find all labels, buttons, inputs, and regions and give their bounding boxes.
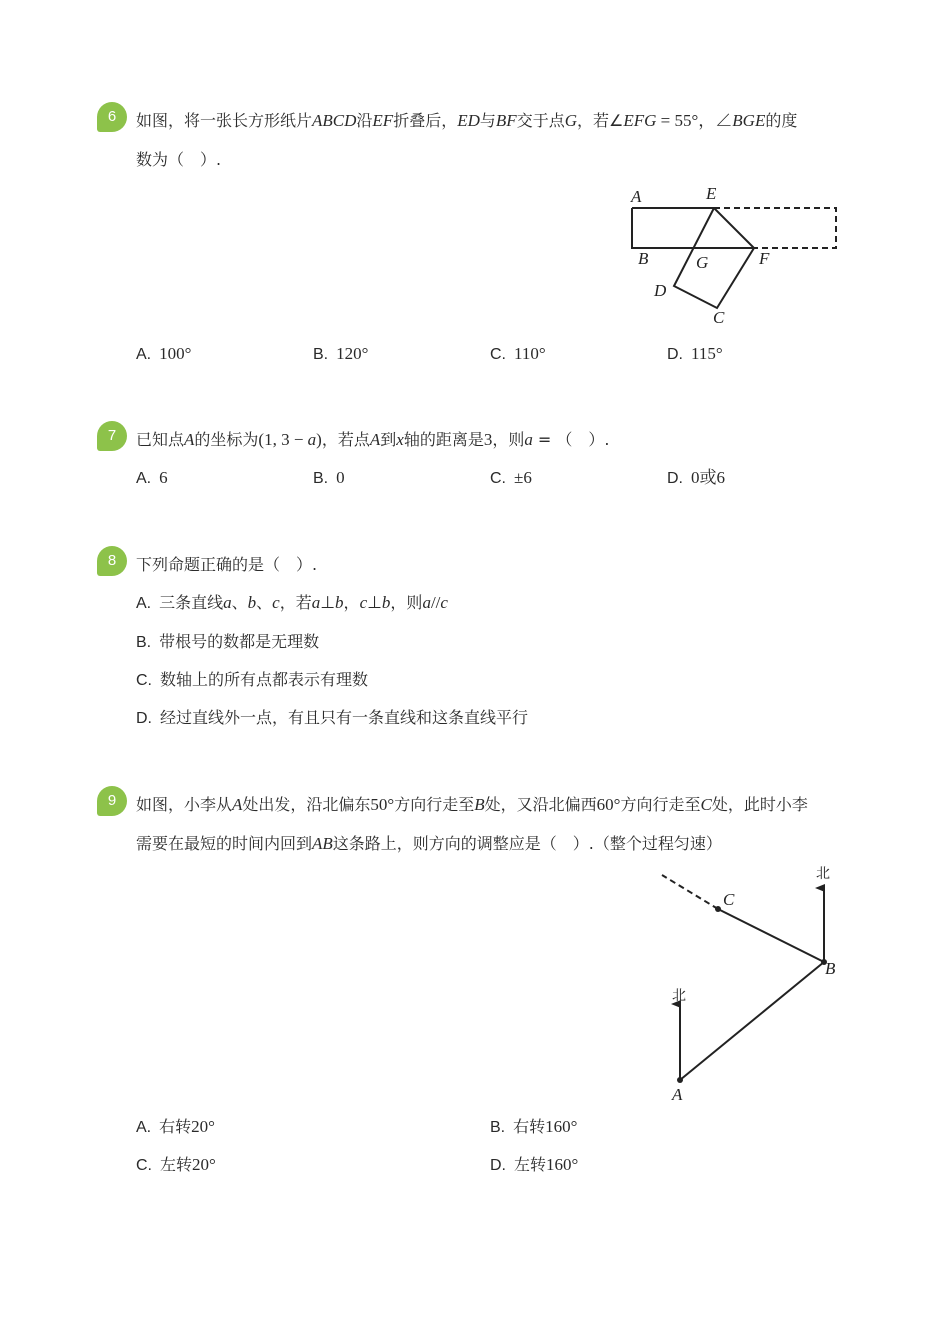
label-B: B — [638, 249, 649, 268]
label-B: B — [825, 959, 836, 978]
q6-option-a[interactable]: A. 100° — [136, 344, 192, 363]
label-A: A — [631, 187, 642, 206]
q9-option-d[interactable]: D. 左转160° — [490, 1155, 579, 1174]
q6-option-c[interactable]: C. 110° — [490, 344, 546, 363]
q8-option-a[interactable]: A. 三条直线a、b、c，若a⊥b，c⊥b，则a//c — [136, 593, 448, 612]
question-9-text-line2: 需要在最短的时间内回到AB这条路上，则方向的调整应是（ ）.（整个过程匀速） — [136, 834, 722, 853]
question-6-badge: 6 — [97, 102, 127, 132]
q7-option-c[interactable]: C. ±6 — [490, 468, 532, 487]
question-8-badge: 8 — [97, 546, 127, 576]
question-7-text: 已知点A的坐标为(1, 3 − a)，若点A到x轴的距离是3，则a = （ ）. — [136, 430, 610, 449]
q7-option-d[interactable]: D. 0或6 — [667, 468, 725, 487]
q9-option-a[interactable]: A. 右转20° — [136, 1117, 215, 1136]
north-label-b: 北 — [816, 866, 830, 882]
path-direction-figure — [650, 862, 850, 1102]
q9-option-c[interactable]: C. 左转20° — [136, 1155, 216, 1174]
label-D: D — [654, 281, 667, 300]
folded-rectangle-figure — [620, 182, 860, 332]
label-G: G — [696, 253, 709, 272]
label-F: F — [759, 249, 770, 268]
q8-option-c[interactable]: C. 数轴上的所有点都表示有理数 — [136, 670, 369, 689]
q6-option-b[interactable]: B. 120° — [313, 344, 369, 363]
question-9-text-line1: 如图，小李从A处出发，沿北偏东50°方向行走至B处，又沿北偏西60°方向行走至C处，此时小李 — [136, 795, 808, 814]
q6-option-d[interactable]: D. 115° — [667, 344, 723, 363]
label-C: C — [723, 890, 735, 909]
q9-option-b[interactable]: B. 右转160° — [490, 1117, 578, 1136]
label-E: E — [706, 184, 717, 203]
question-6-text-line2: 数为（ ）. — [136, 150, 222, 169]
q7-option-a[interactable]: A. 6 — [136, 468, 168, 487]
north-label-a: 北 — [672, 988, 686, 1004]
label-A: A — [672, 1085, 683, 1104]
q8-option-d[interactable]: D. 经过直线外一点，有且只有一条直线和这条直线平行 — [136, 708, 529, 727]
question-7-badge: 7 — [97, 421, 127, 451]
q7-option-b[interactable]: B. 0 — [313, 468, 345, 487]
question-6-text-line1: 如图，将一张长方形纸片ABCD沿EF折叠后，ED与BF交于点G，若∠EFG = 55°，∠BGE的度 — [136, 111, 798, 130]
q8-option-b[interactable]: B. 带根号的数都是无理数 — [136, 632, 320, 651]
label-C: C — [713, 308, 725, 327]
question-8-text: 下列命题正确的是（ ）. — [136, 555, 318, 574]
question-9-badge: 9 — [97, 786, 127, 816]
